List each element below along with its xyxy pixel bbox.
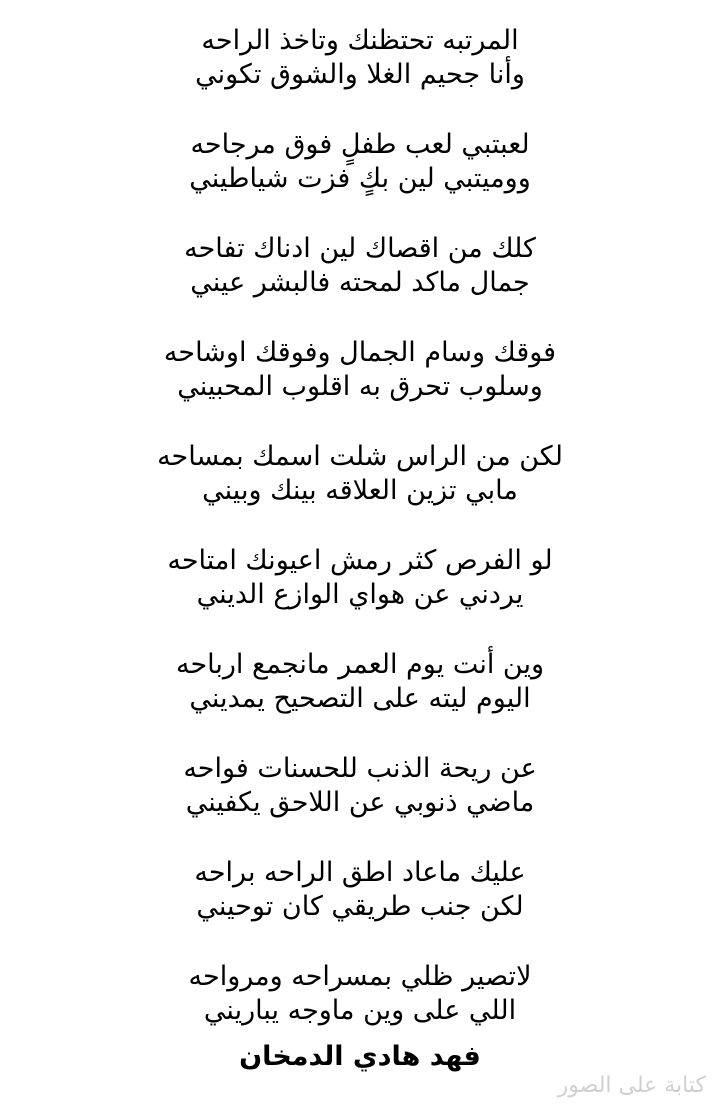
verse-line: كلك من اقصاك لين ادناك تفاحه xyxy=(184,233,536,264)
verse-line: مابي تزين العلاقه بينك وبيني xyxy=(202,475,518,506)
verse-line: جمال ماكد لمحته فالبشر عيني xyxy=(190,267,530,298)
stanza-7 xyxy=(0,648,720,752)
stanza-8 xyxy=(0,752,720,856)
verse-line: يردني عن هواي الوازع الديني xyxy=(196,579,524,610)
verse-line: وأنا جحيم الغلا والشوق تكوني xyxy=(195,59,525,90)
stanza-3 xyxy=(0,232,720,336)
stanza-9 xyxy=(0,856,720,960)
verse-line: عن ريحة الذنب للحسنات فواحه xyxy=(183,753,537,784)
verse-line: وين أنت يوم العمر مانجمع ارباحه xyxy=(175,649,545,680)
verse-line: فوقك وسام الجمال وفوقك اوشاحه xyxy=(163,337,557,368)
verse-line: ووميتبي لين بكٍ فزت شياطيني xyxy=(189,163,531,194)
stanza-1 xyxy=(0,24,720,128)
stanza-5 xyxy=(0,440,720,544)
stanza-4 xyxy=(0,336,720,440)
poem xyxy=(0,24,720,1064)
verse-line: لكن جنب طريقي كان توحيني xyxy=(196,891,524,922)
stanza-6 xyxy=(0,544,720,648)
watermark-text: كتابة على الصور xyxy=(557,1073,706,1098)
verse-line: لعبتبي لعب طفلٍ فوق مرجاحه xyxy=(190,129,530,160)
verse-line: لو الفرص كثر رمش اعيونك امتاحه xyxy=(167,545,553,576)
verse-line: المرتبه تحتظنك وتاخذ الراحه xyxy=(201,25,519,56)
verse-line: ماضي ذنوبي عن اللاحق يكفيني xyxy=(185,787,535,818)
verse-line: اللي على وين ماوجه يباريني xyxy=(203,995,517,1026)
poem-author: فهد هادي الدمخان xyxy=(239,1041,481,1072)
verse-line: لكن من الراس شلت اسمك بمساحه xyxy=(157,441,563,472)
stanza-2 xyxy=(0,128,720,232)
verse-line: وسلوب تحرق به اقلوب المحبيني xyxy=(177,371,543,402)
verse-line: لاتصير ظلي بمسراحه ومرواحه xyxy=(188,961,532,992)
verse-line: اليوم ليته على التصحيح يمديني xyxy=(189,683,531,714)
verse-line: عليك ماعاد اطق الراحه براحه xyxy=(194,857,526,888)
